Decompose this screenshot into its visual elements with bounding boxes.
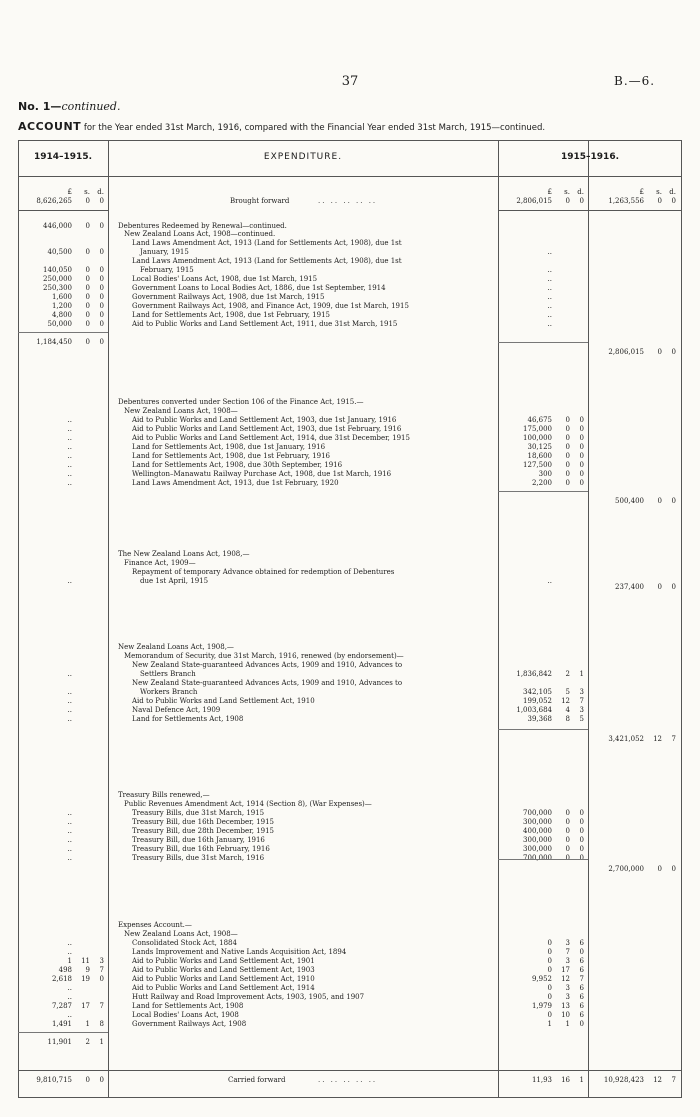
unit-s-total: s. [656,188,662,196]
item-shillings: 0 [565,443,570,451]
prev-year-shillings: 0 [85,222,90,230]
account-heading [18,120,698,133]
line-text: Land Laws Amendment Act, 1913 (Land for Settlements Act, 1908), due 1st [132,239,402,247]
item-amount: 300,000 [523,845,552,853]
column-header-curr-year: 1915–1916. [560,152,620,162]
brought-forward-label: Brought forward [230,197,290,205]
prev-year-pence: 3 [99,957,104,965]
prev-year-amount: 1 [67,957,72,965]
prev-year-amount: .. [67,827,72,835]
item-amount: 127,500 [523,461,552,469]
prev-year-amount: .. [67,416,72,424]
prev-year-amount: 1,200 [51,302,72,310]
item-shillings: 0 [565,434,570,442]
prev-year-shillings: 19 [81,975,90,983]
prev-year-amount: .. [67,470,72,478]
brought-forward-rule-curr [498,210,682,211]
line-text: Aid to Public Works and Land Settlement Act, 1903 [132,966,315,974]
line-text: Debentures converted under Section 106 of the Finance Act, 1915.— [118,398,364,406]
item-pence: 3 [579,706,584,714]
brought-forward-items: 2,806,015 [516,197,552,205]
prev-year-amount: .. [67,425,72,433]
prev-year-shillings: 0 [85,320,90,328]
item-shillings: 3 [565,984,570,992]
item-shillings: 0 [565,845,570,853]
prev-year-pence: 0 [99,248,104,256]
carried-forward-prev: 9,810,715 [36,1076,72,1084]
item-shillings: 1 [565,1020,570,1028]
line-text: Memorandum of Security, due 31st March, 1916, renewed (by endorsement)— [124,652,404,660]
line-text: Aid to Public Works and Land Settlement Act, 1914, due 31st December, 1915 [132,434,410,442]
prev-year-amount: .. [67,984,72,992]
item-amount: .. [547,266,552,274]
item-pence: 0 [579,479,584,487]
item-amount: 1 [547,1020,552,1028]
item-amount: 342,105 [523,688,552,696]
line-text: Aid to Public Works and Land Settlement Act, 1903, due 1st January, 1916 [132,416,397,424]
item-shillings: 0 [565,479,570,487]
column-divider-items [498,140,499,1098]
brought-forward-prev: 8,626,265 [36,197,72,205]
treasury-bills-total-shillings: 0 [657,865,662,873]
item-shillings: 0 [565,818,570,826]
line-text: Finance Act, 1909— [124,559,196,567]
item-pence: 0 [579,470,584,478]
carried-forward-total: 10,928,423 [603,1076,644,1084]
item-pence: 0 [579,818,584,826]
item-amount: 0 [547,984,552,992]
debentures-converted-total-pence: 0 [671,497,676,505]
item-pence: 0 [579,845,584,853]
prev-year-amount: .. [67,818,72,826]
prev-year-pence: 1 [99,1038,104,1046]
item-pence: 7 [579,697,584,705]
memorandum-security-total-shillings: 12 [653,735,662,743]
carried-forward-items-d: 1 [579,1076,584,1084]
table-number-label: No. 1— [18,100,62,113]
table-number-continued: continued. [61,100,121,113]
item-shillings: 0 [565,452,570,460]
debentures-converted-total-shillings: 0 [657,497,662,505]
item-amount: .. [547,302,552,310]
item-shillings: 3 [565,957,570,965]
line-text: Land for Settlements Act, 1908, due 30th September, 1916 [132,461,343,469]
carried-forward-total-d: 7 [671,1076,676,1084]
item-pence: 0 [579,1020,584,1028]
column-divider-prev [108,140,109,1098]
prev-year-amount: .. [67,715,72,723]
item-amount: 0 [547,939,552,947]
prev-year-amount: .. [67,948,72,956]
item-pence: 6 [579,984,584,992]
item-shillings: 17 [561,966,570,974]
prev-year-shillings: 11 [81,957,90,965]
item-amount: 300,000 [523,818,552,826]
prev-year-shillings: 0 [85,293,90,301]
prev-year-shillings: 9 [85,966,90,974]
item-pence: 0 [579,416,584,424]
item-amount: 300,000 [523,836,552,844]
prev-year-shillings: 0 [85,275,90,283]
carried-forward-total-s: 12 [653,1076,662,1084]
prev-year-pence: 0 [99,302,104,310]
prev-year-shillings: 0 [85,266,90,274]
prev-year-shillings: 0 [85,302,90,310]
line-text: Land for Settlements Act, 1908 [132,715,244,723]
prev-year-amount: 1,600 [51,293,72,301]
prev-year-pence: 7 [99,966,104,974]
prev-year-amount: .. [67,809,72,817]
item-pence: 6 [579,993,584,1001]
line-text: New Zealand Loans Act, 1908— [124,930,238,938]
line-text: Aid to Public Works and Land Settlement Act, 1910 [132,697,315,705]
item-pence: 0 [579,854,584,862]
column-divider-total [588,140,589,1098]
item-pence: 6 [579,1011,584,1019]
item-shillings: 0 [565,470,570,478]
section-rule [498,491,588,492]
item-amount: 0 [547,948,552,956]
line-text: Land Laws Amendment Act, 1913 (Land for Settlements Act, 1908), due 1st [132,257,402,265]
item-pence: 0 [579,948,584,956]
line-text: Repayment of temporary Advance obtained for redemption of Debentures [132,568,395,576]
item-amount: 1,003,684 [516,706,552,714]
line-text: Aid to Public Works and Land Settlement Act, 1910 [132,975,315,983]
item-amount: .. [547,275,552,283]
prev-year-shillings: 1 [85,1020,90,1028]
prev-year-amount: .. [67,461,72,469]
unit-pound-prev: £ [67,188,72,196]
item-shillings: 5 [565,688,570,696]
line-text: Government Railways Act, 1908 [132,1020,247,1028]
column-header-expenditure: EXPENDITURE. [263,152,343,162]
item-shillings: 0 [565,461,570,469]
section-rule [498,342,588,343]
line-text: Aid to Public Works and Land Settlement Act, 1914 [132,984,315,992]
brought-forward-total-d: 0 [671,197,676,205]
item-pence: 0 [579,425,584,433]
item-amount: .. [547,320,552,328]
brought-forward-total: 1,263,556 [608,197,644,205]
debentures-converted-total: 500,400 [615,497,644,505]
item-pence: 0 [579,452,584,460]
prev-year-pence: 0 [99,311,104,319]
prev-year-amount: .. [67,434,72,442]
section-rule [498,729,588,730]
item-pence: 6 [579,957,584,965]
line-text: Treasury Bill, due 16th February, 1916 [132,845,270,853]
carried-forward-prev-s: 0 [85,1076,90,1084]
prev-year-pence: 0 [99,338,104,346]
unit-d-total: d. [669,188,676,196]
unit-pound-total: £ [639,188,644,196]
item-shillings: 12 [561,697,570,705]
line-text: Treasury Bill, due 28th December, 1915 [132,827,274,835]
item-shillings: 8 [565,715,570,723]
unit-pound-items: £ [547,188,552,196]
finance-act-repayment-total-pence: 0 [671,583,676,591]
prev-year-shillings: 0 [85,338,90,346]
line-text: Land for Settlements Act, 1908 [132,1002,244,1010]
line-text: Settlers Branch [140,670,196,678]
account-text: for the Year ended 31st March, 1916, compared with the Financial Year ended 31st March, 1915—continued. [83,123,546,133]
subtotal-rule [18,1032,108,1033]
line-text: New Zealand State-guaranteed Advances Acts, 1909 and 1910, Advances to [132,661,403,669]
item-pence: 3 [579,688,584,696]
prev-year-amount: 498 [58,966,72,974]
line-text: Wellington–Manawatu Railway Purchase Act, 1908, due 1st March, 1916 [132,470,392,478]
prev-year-amount: 1,491 [51,1020,72,1028]
line-text: Public Revenues Amendment Act, 1914 (Section 8), (War Expenses)— [124,800,372,808]
line-text: Treasury Bills renewed,— [118,791,210,799]
prev-year-amount: .. [67,845,72,853]
prev-year-pence: 0 [99,975,104,983]
item-amount: 2,200 [531,479,552,487]
line-text: Treasury Bill, due 16th January, 1916 [132,836,265,844]
item-amount: 0 [547,1011,552,1019]
prev-year-shillings: 2 [85,1038,90,1046]
line-text: Local Bodies' Loans Act, 1908, due 1st March, 1915 [132,275,318,283]
line-text: Government Railways Act, 1908, and Finance Act, 1909, due 1st March, 1915 [132,302,409,310]
item-amount: 400,000 [523,827,552,835]
item-shillings: 10 [561,1011,570,1019]
prev-year-pence: 0 [99,275,104,283]
prev-year-pence: 0 [99,284,104,292]
unit-s-items: s. [564,188,570,196]
prev-year-amount: 7,287 [51,1002,72,1010]
line-text: Local Bodies' Loans Act, 1908 [132,1011,239,1019]
item-amount: .. [547,311,552,319]
prev-year-pence: 0 [99,293,104,301]
item-pence: 0 [579,461,584,469]
item-amount: 100,000 [523,434,552,442]
line-text: Government Railways Act, 1908, due 1st March, 1915 [132,293,325,301]
item-pence: 0 [579,809,584,817]
line-text: Treasury Bills, due 31st March, 1916 [132,854,265,862]
prev-year-amount: 2,618 [51,975,72,983]
prev-year-shillings: 0 [85,311,90,319]
prev-year-amount: .. [67,479,72,487]
debentures-renewal-total-pence: 0 [671,348,676,356]
item-amount: 0 [547,957,552,965]
column-header-prev-year: 1914–1915. [33,152,93,162]
prev-year-shillings: 17 [81,1002,90,1010]
line-text: February, 1915 [140,266,194,274]
page-number: 37 [341,74,359,89]
unit-d-prev: d. [97,188,104,196]
prev-year-amount: .. [67,452,72,460]
leader-dots: .. .. .. .. .. [318,1076,378,1084]
brought-forward-total-s: 0 [657,197,662,205]
line-text: Treasury Bill, due 16th December, 1915 [132,818,274,826]
brought-forward-prev-s: 0 [85,197,90,205]
line-text: Expenses Account.— [118,921,192,929]
item-amount: 39,368 [527,715,552,723]
item-shillings: 0 [565,836,570,844]
item-amount: 175,000 [523,425,552,433]
item-pence: 6 [579,966,584,974]
line-text: New Zealand Loans Act, 1908—continued. [124,230,276,238]
item-pence: 6 [579,939,584,947]
carried-forward-prev-d: 0 [99,1076,104,1084]
prev-year-pence: 8 [99,1020,104,1028]
leader-dots: .. .. .. .. .. [318,197,378,205]
item-amount: 46,675 [527,416,552,424]
brought-forward-rule-prev [18,210,108,211]
prev-year-amount: .. [67,854,72,862]
item-shillings: 2 [565,670,570,678]
unit-d-items: d. [577,188,584,196]
brought-forward-items-d: 0 [579,197,584,205]
item-shillings: 0 [565,425,570,433]
line-text: New Zealand Loans Act, 1908,— [118,643,234,651]
line-text: Aid to Public Works and Land Settlement Act, 1901 [132,957,315,965]
item-shillings: 0 [565,854,570,862]
memorandum-security-total-pence: 7 [671,735,676,743]
footer-rule [18,1070,682,1071]
item-shillings: 4 [565,706,570,714]
carried-forward-label: Carried forward [228,1076,286,1084]
line-text: Consolidated Stock Act, 1884 [132,939,237,947]
prev-year-shillings: 0 [85,284,90,292]
line-text: Lands Improvement and Native Lands Acquisition Act, 1894 [132,948,347,956]
item-amount: .. [547,284,552,292]
header-rule [18,176,682,177]
page-reference: B.—6. [614,74,656,88]
prev-year-shillings: 0 [85,248,90,256]
line-text: Land for Settlements Act, 1908, due 1st January, 1916 [132,443,326,451]
prev-year-pence: 0 [99,266,104,274]
item-amount: .. [547,577,552,585]
prev-year-amount: .. [67,939,72,947]
line-text: New Zealand Loans Act, 1908— [124,407,238,415]
prev-year-amount: .. [67,443,72,451]
item-amount: 199,052 [523,697,552,705]
item-pence: 0 [579,827,584,835]
prev-year-amount: .. [67,670,72,678]
carried-forward-items: 11,93 [531,1076,552,1084]
carried-forward-items-s: 16 [561,1076,570,1084]
prev-year-amount: 446,000 [43,222,72,230]
prev-year-amount: 11,901 [47,1038,72,1046]
brought-forward-items-s: 0 [565,197,570,205]
item-amount: 700,000 [523,809,552,817]
item-pence: 6 [579,1002,584,1010]
table-number [18,100,120,113]
prev-year-amount: .. [67,706,72,714]
item-shillings: 3 [565,993,570,1001]
line-text: Aid to Public Works and Land Settlement Act, 1911, due 31st March, 1915 [132,320,398,328]
item-amount: 18,600 [527,452,552,460]
item-amount: 1,836,842 [516,670,552,678]
line-text: due 1st April, 1915 [140,577,209,585]
prev-year-amount: 40,500 [47,248,72,256]
prev-year-amount: 50,000 [47,320,72,328]
item-pence: 0 [579,434,584,442]
item-pence: 0 [579,443,584,451]
line-text: The New Zealand Loans Act, 1908,— [118,550,250,558]
section-rule [498,859,588,860]
item-pence: 1 [579,670,584,678]
item-shillings: 0 [565,827,570,835]
prev-year-amount: .. [67,697,72,705]
item-amount: .. [547,293,552,301]
line-text: Naval Defence Act, 1909 [132,706,221,714]
prev-year-amount: .. [67,1011,72,1019]
prev-year-amount: 4,800 [51,311,72,319]
item-shillings: 7 [565,948,570,956]
line-text: Land for Settlements Act, 1908, due 1st February, 1916 [132,452,330,460]
item-shillings: 13 [561,1002,570,1010]
line-text: Treasury Bills, due 31st March, 1915 [132,809,265,817]
subtotal-rule [18,332,108,333]
line-text: Land Laws Amendment Act, 1913, due 1st February, 1920 [132,479,339,487]
item-pence: 0 [579,836,584,844]
line-text: New Zealand State-guaranteed Advances Acts, 1909 and 1910, Advances to [132,679,403,687]
finance-act-repayment-total: 237,400 [615,583,644,591]
prev-year-amount: 250,000 [43,275,72,283]
item-amount: 700,000 [523,854,552,862]
line-text: Hutt Railway and Road Improvement Acts, 1903, 1905, and 1907 [132,993,365,1001]
prev-year-amount: 250,300 [43,284,72,292]
memorandum-security-total: 3,421,052 [608,735,644,743]
prev-year-amount: 1,184,450 [36,338,72,346]
prev-year-pence: 0 [99,222,104,230]
prev-year-amount: .. [67,836,72,844]
account-word: ACCOUNT [18,120,82,133]
item-pence: 7 [579,975,584,983]
item-shillings: 0 [565,809,570,817]
item-amount: 9,952 [531,975,552,983]
treasury-bills-total-pence: 0 [671,865,676,873]
treasury-bills-total: 2,700,000 [608,865,644,873]
item-amount: 1,979 [531,1002,552,1010]
item-amount: 0 [547,966,552,974]
line-text: January, 1915 [140,248,189,256]
line-text: Workers Branch [140,688,198,696]
prev-year-pence: 0 [99,320,104,328]
item-amount: 300 [538,470,552,478]
prev-year-amount: .. [67,688,72,696]
prev-year-amount: .. [67,577,72,585]
item-amount: 30,125 [527,443,552,451]
prev-year-amount: .. [67,993,72,1001]
item-shillings: 0 [565,416,570,424]
debentures-renewal-total: 2,806,015 [608,348,644,356]
item-amount: .. [547,248,552,256]
item-pence: 5 [579,715,584,723]
prev-year-amount: 140,050 [43,266,72,274]
brought-forward-prev-d: 0 [99,197,104,205]
line-text: Land for Settlements Act, 1908, due 1st February, 1915 [132,311,330,319]
prev-year-pence: 7 [99,1002,104,1010]
finance-act-repayment-total-shillings: 0 [657,583,662,591]
item-shillings: 12 [561,975,570,983]
line-text: Government Loans to Local Bodies Act, 1886, due 1st September, 1914 [132,284,386,292]
debentures-renewal-total-shillings: 0 [657,348,662,356]
item-amount: 0 [547,993,552,1001]
line-text: Debentures Redeemed by Renewal—continued. [118,222,287,230]
line-text: Aid to Public Works and Land Settlement Act, 1903, due 1st February, 1916 [132,425,402,433]
item-shillings: 3 [565,939,570,947]
unit-s-prev: s. [84,188,90,196]
